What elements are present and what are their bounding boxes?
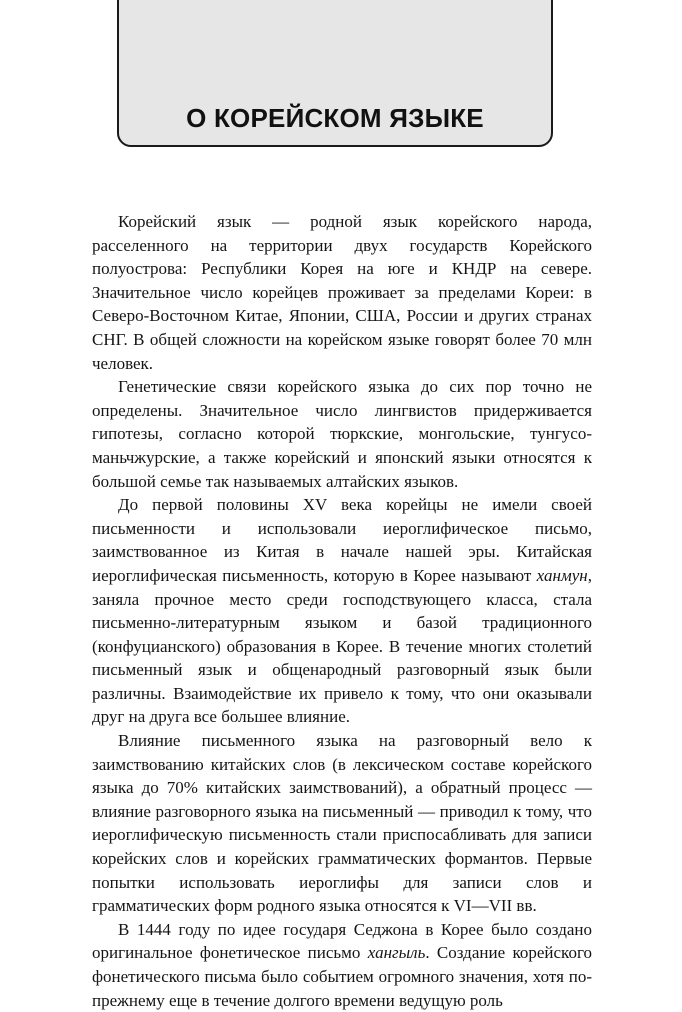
chapter-title-box <box>117 0 553 147</box>
paragraph-3-text-before: До первой половины XV века корейцы не имели своей письменности и использовали иероглифическое письмо, заимствованное из Китая в начале нашей эры. Китайская иероглифическая письменность, которую в Корее называют <box>92 495 592 585</box>
paragraph-2-text: Генетические связи корейского языка до сих пор точно не определены. Значительное число лингвистов придерживается гипотезы, согласно которой тюркские, монгольские, тунгусо-маньчжурские, а также корейский и японский языки относятся к большой семье так называемых алтайских языков. <box>92 377 592 491</box>
paragraph-4 <box>92 729 592 918</box>
chapter-title: О КОРЕЙСКОМ ЯЗЫКЕ <box>186 103 484 133</box>
paragraph-3-text-after: , заняла прочное место среди господствующего класса, стала письменно-литературным языком и базой традиционного (конфуцианского) образования в Корее. В течение многих столетий письменный язык и общенародный разговорный язык были различны. Взаимодействие их привело к тому, что они оказывали друг на друга все большее влияние. <box>92 565 592 727</box>
term-hanmun: ханмун <box>536 565 588 585</box>
paragraph-1-text: Корейский язык — родной язык корейского народа, расселенного на территории двух государств Корейского полуострова: Республики Корея на юге и КНДР на севере. Значительное число корейцев проживает за пределами Кореи: в Северо-Восточном Китае, Японии, США, России и других странах СНГ. В общей сложности на корейском языке говорят более 70 млн человек. <box>92 212 592 373</box>
body-text <box>92 210 592 1012</box>
paragraph-5-text-before: В 1444 году по идее государя Седжона в Корее было создано оригинальное фонетическое письмо <box>92 919 592 963</box>
term-hangul: хангыль <box>367 943 426 963</box>
paragraph-4-text: Влияние письменного языка на разговорный вело к заимствованию китайских слов (в лексическом составе корейского языка до 70% китайских заимствований), а обратный процесс — влияние разговорного языка на письменный — приводил к тому, что иероглифическую письменность стали приспосабливать для записи корейских слов и корейских грамматических формантов. Первые попытки использовать иероглифы для записи слов и грамматических форм родного языка относятся к VI—VII вв. <box>92 731 592 916</box>
paragraph-1 <box>92 210 592 375</box>
paragraph-3 <box>92 493 592 729</box>
paragraph-2 <box>92 375 592 493</box>
paragraph-5 <box>92 918 592 1012</box>
paragraph-5-text-after: . Создание корейского фонетического письма было событием огромного значения, хотя по-прежнему еще в течение долгого времени ведущую роль <box>92 943 592 1010</box>
